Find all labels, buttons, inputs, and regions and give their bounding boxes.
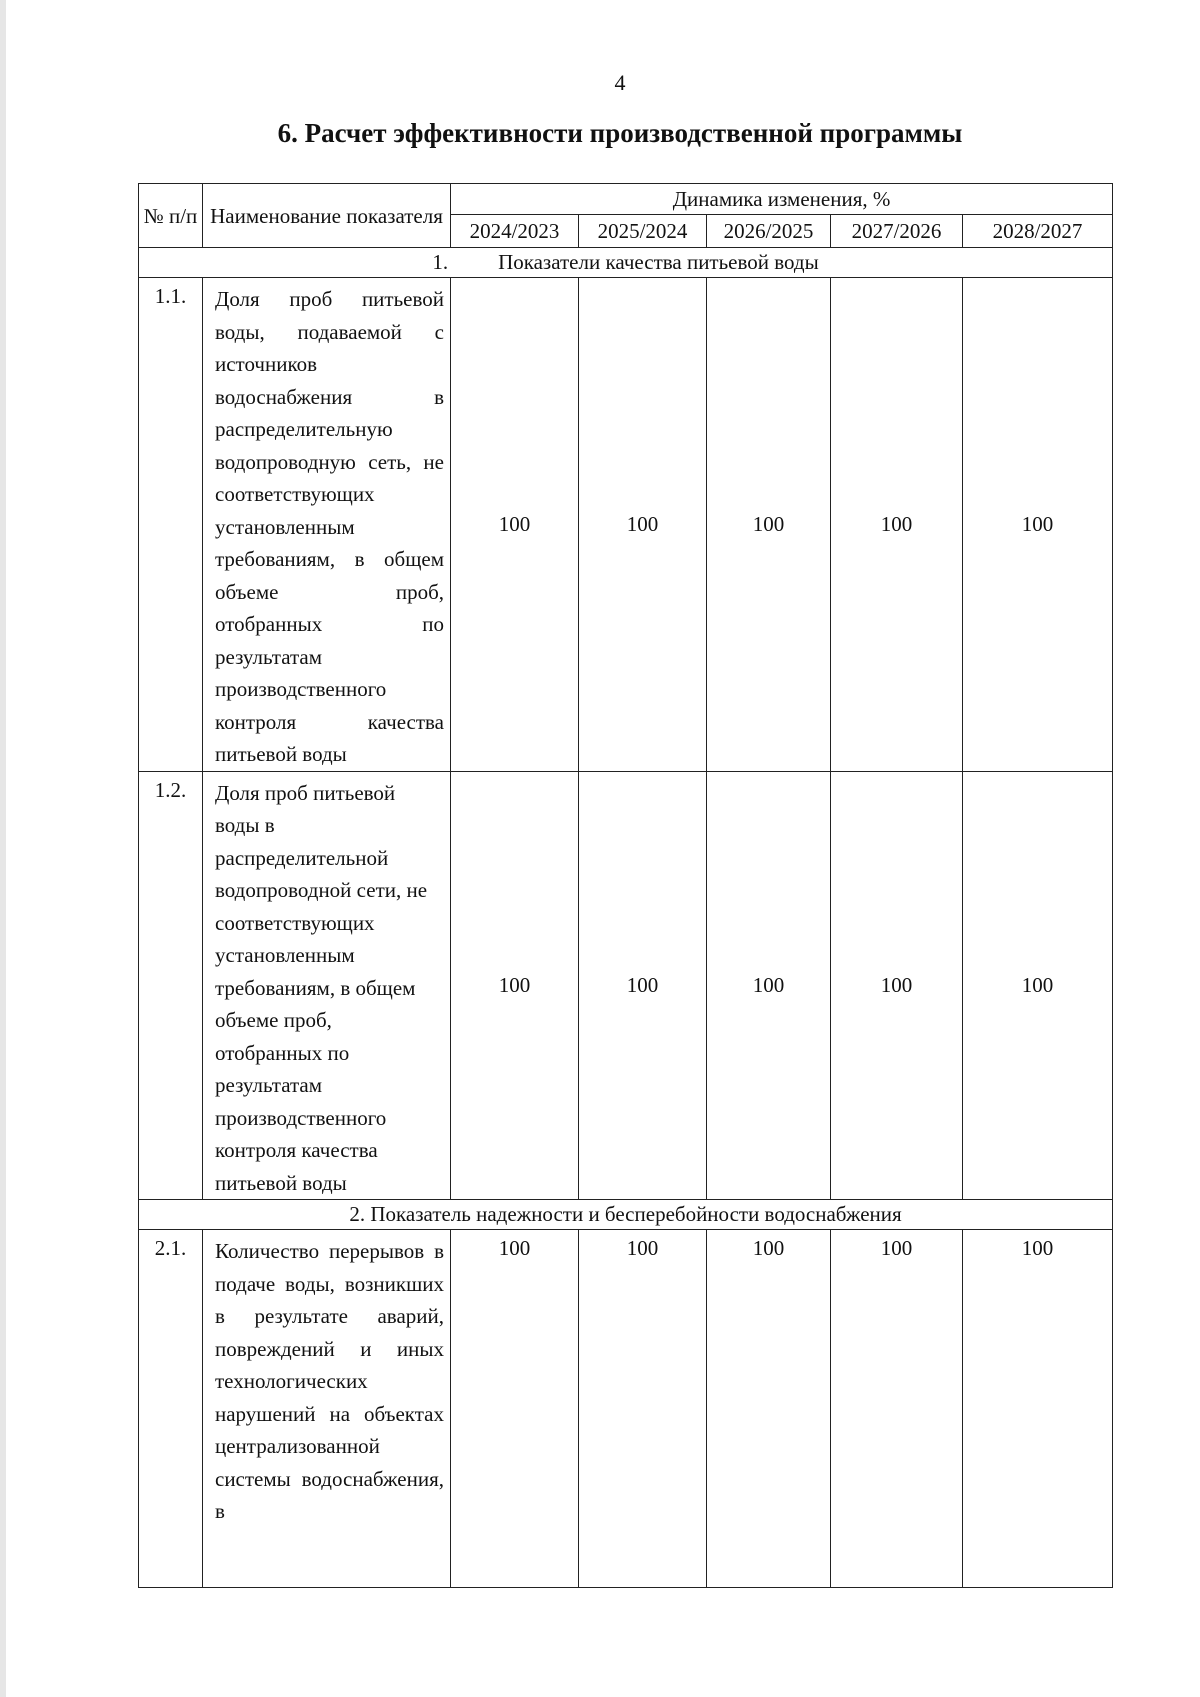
scan-edge xyxy=(0,0,6,1697)
section-number: 1. xyxy=(432,250,449,274)
col-header-number: № п/п xyxy=(139,184,203,248)
table-row xyxy=(139,1230,1113,1588)
year-header: 2024/2023 xyxy=(451,215,579,248)
row-value: 100 xyxy=(963,771,1113,1200)
section-row xyxy=(139,1200,1113,1230)
col-header-dynamics: Динамика изменения, % xyxy=(451,184,1113,215)
row-number: 1.2. xyxy=(139,771,203,1200)
row-value: 100 xyxy=(963,1230,1113,1588)
section-title: Показатели качества питьевой воды xyxy=(498,250,819,274)
row-name: Количество перерывов в подаче воды, возникших в результате аварий, повреждений и иных технологических нарушений на объектах централизованной системы водоснабжения, в xyxy=(203,1230,451,1588)
year-header: 2028/2027 xyxy=(963,215,1113,248)
page-title: 6. Расчет эффективности производственной программы xyxy=(277,118,963,148)
section-title-1 xyxy=(139,248,1113,278)
row-number: 2.1. xyxy=(139,1230,203,1588)
efficiency-table xyxy=(138,183,1113,1588)
row-value: 100 xyxy=(579,1230,707,1588)
year-header: 2027/2026 xyxy=(831,215,963,248)
section-row xyxy=(139,248,1113,278)
table-row xyxy=(139,771,1113,1200)
section-title-2: 2. Показатель надежности и бесперебойности водоснабжения xyxy=(139,1200,1113,1230)
row-value: 100 xyxy=(963,278,1113,772)
row-value: 100 xyxy=(831,1230,963,1588)
row-value: 100 xyxy=(451,1230,579,1588)
table-row xyxy=(139,278,1113,772)
row-number: 1.1. xyxy=(139,278,203,772)
page-number: 4 xyxy=(614,70,626,95)
table-header-row xyxy=(139,184,1113,215)
row-value: 100 xyxy=(707,278,831,772)
row-value: 100 xyxy=(579,278,707,772)
row-value: 100 xyxy=(451,278,579,772)
row-value: 100 xyxy=(831,278,963,772)
col-header-name: Наименование показателя xyxy=(203,184,451,248)
row-value: 100 xyxy=(831,771,963,1200)
row-value: 100 xyxy=(707,1230,831,1588)
year-header: 2026/2025 xyxy=(707,215,831,248)
year-header: 2025/2024 xyxy=(579,215,707,248)
row-name: Доля проб питьевой воды в распределительной водопроводной сети, не соответствующих установленным требованиям, в общем объеме проб, отобранных по результатам производственного контроля качества питьевой воды xyxy=(203,771,451,1200)
row-value: 100 xyxy=(451,771,579,1200)
row-name: Доля проб питьевой воды, подаваемой с источников водоснабжения в распределительную водопроводную сеть, не соответствующих установленным требованиям, в общем объеме проб, отобранных по результатам производственного контроля качества питьевой воды xyxy=(203,278,451,772)
row-value: 100 xyxy=(707,771,831,1200)
row-value: 100 xyxy=(579,771,707,1200)
